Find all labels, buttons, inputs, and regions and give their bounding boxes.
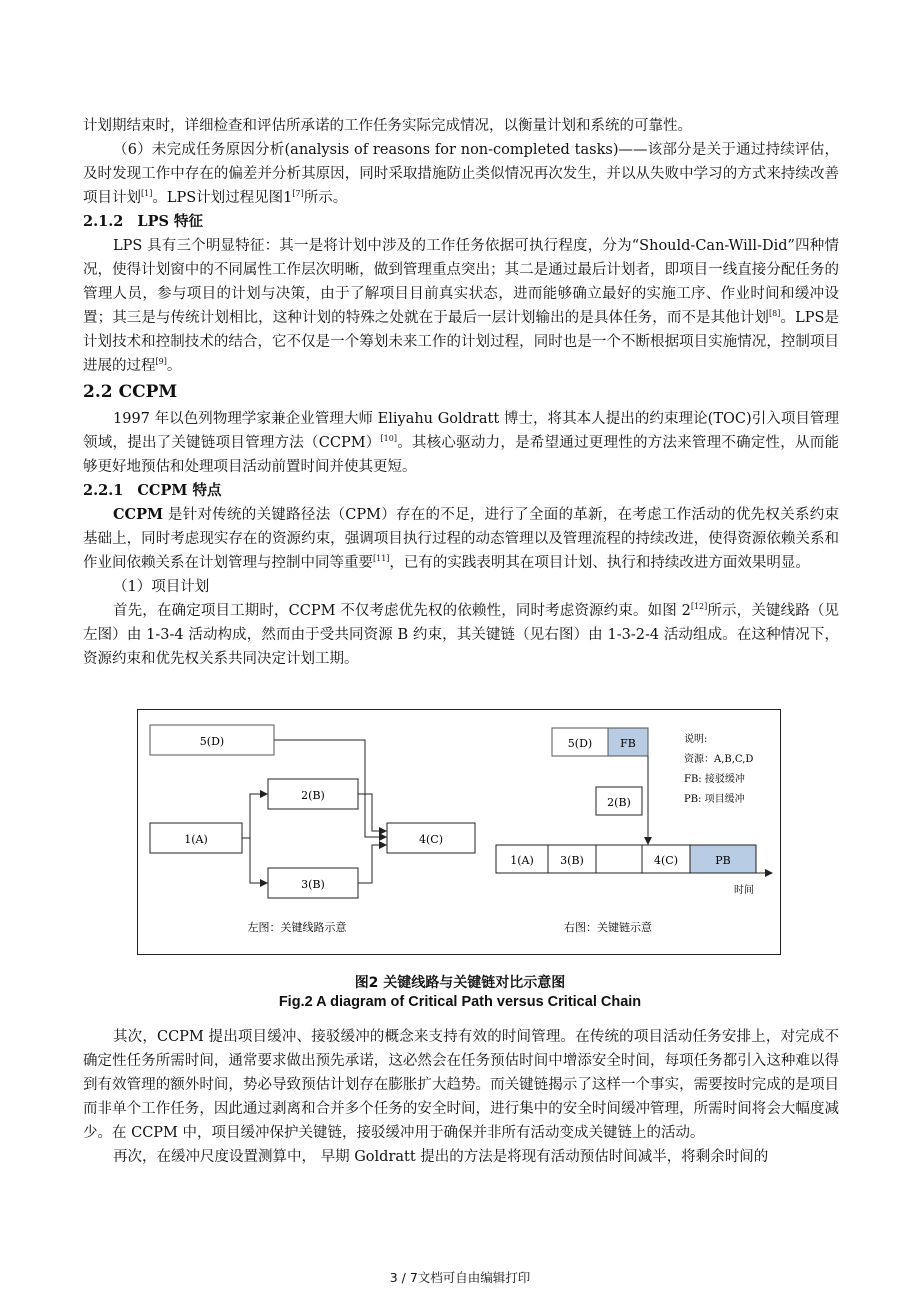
paragraph-ccpm-intro: 1997 年以色列物理学家兼企业管理大师 Eliyahu Goldratt 博士，将其本人提出的约束理论(TOC)引入项目管理领域，提出了关键链项目管理方法（CCPM）[10]。其核心驱动力，是希望通过更理性的方法来管理不确定性，从而能够更好地预估和处理项目活动前置时间并使其更短。 [83, 411, 840, 475]
right-diagram-caption: 右图：关键链示意 [564, 921, 652, 934]
node-right-3B-label: 3(B) [560, 854, 584, 867]
legend [684, 732, 753, 805]
citation-ref: [8] [769, 309, 781, 318]
node-left-1A-label: 1(A) [184, 833, 208, 846]
legend-title: 说明: [684, 734, 708, 745]
legend-resources: 资源：A,B,C,D [684, 754, 754, 765]
legend-fb: FB: 接驳缓冲 [684, 774, 745, 785]
legend-pb: PB: 项目缓冲 [684, 794, 745, 805]
citation-ref: [7] [292, 189, 304, 198]
node-right-1A-label: 1(A) [510, 854, 534, 867]
section-heading-2-1-2: 2.1.2 LPS 特征 [83, 213, 203, 230]
left-diagram-caption: 左图：关键线路示意 [247, 921, 347, 934]
section-heading-2-2: 2.2 CCPM [83, 382, 178, 402]
node-left-2B-label: 2(B) [301, 789, 325, 802]
paragraph-ccpm-features: CCPM 是针对传统的关键路径法（CPM）存在的不足，进行了全面的革新，在考虑工作活动的优先权关系约束基础上，同时考虑现实存在的资源约束，强调项目执行过程的动态管理以及管理流程的持续改进，使得资源依赖关系和作业间依赖关系在计划管理与控制中同等重要[11]，已有的实践表明其在项目计划、执行和持续改进方面效果明显。 [83, 506, 839, 571]
paragraph-project-duration: 首先，在确定项目工期时，CCPM 不仅考虑优先权的依赖性，同时考虑资源约束。如图 2[12]所示，关键线路（见左图）由 1-3-4 活动构成，然而由于受共同资源 B 约束，其关键链（见右图）由 1-3-2-4 活动组成。在这种情况下，资源约束和优先权关系共同决定计划工期。 [83, 602, 840, 667]
node-right-4C-label: 4(C) [654, 854, 678, 867]
figure-caption-en: Fig.2 A diagram of Critical Path versus Critical Chain [278, 994, 642, 1010]
citation-ref: [10] [380, 434, 397, 443]
page-footer: 3 / 7文档可自由编辑打印 [389, 1270, 531, 1285]
time-axis-label: 时间 [734, 885, 754, 896]
figure-caption-cn: 图2 关键线路与关键链对比示意图 [354, 975, 566, 991]
node-right-5D-label: 5(D) [567, 737, 593, 750]
node-right-gap [596, 845, 642, 873]
paragraph-buffer-sizing: 再次，在缓冲尺度设置测算中， 早期 Goldratt 提出的方法是将现有活动预估时间减半，将剩余时间的 [113, 1149, 769, 1165]
citation-ref: [12] [690, 602, 708, 611]
paragraph-continuation: 计划期结束时，详细检查和评估所承诺的工作任务实际完成情况，以衡量计划和系统的可靠性。 [83, 118, 692, 134]
edges-left [242, 740, 386, 883]
paragraph-lps-features: LPS 具有三个明显特征：其一是将计划中涉及的工作任务依据可执行程度，分为“Should-Can-Will-Did”四种情况，使得计划窗中的不同属性工作层次明晰，做到管理重点突出；其二是通过最后计划者，即项目一线直接分配任务的管理人员，参与项目的计划与决策，由于了解项目目前真实状态，进而能够确立最好的实施工序、作业时间和缓冲设置；其三是与传统计划相比，这种计划的特殊之处就在于最后一层计划输出的是具体任务，而不是其他计划[8]。LPS是计划技术和控制技术的结合，它不仅是一个筹划未来工作的计划过程，同时也是一个不断根据项目实施情况，控制项目进展的过程[9]。 [83, 238, 839, 374]
paragraph-item-6: （6）未完成任务原因分析(analysis of reasons for non-completed tasks)——该部分是关于通过持续评估，及时发现工作中存在的偏差并分析其原因，同时采取措施防止类似情况再次发生，并以从失败中学习的方式来持续改善项目计划[1]。LPS计划过程见图1[7]所示。 [83, 142, 839, 206]
citation-ref: [11] [373, 554, 390, 563]
node-left-3B-label: 3(B) [301, 878, 325, 891]
citation-ref: [1] [141, 189, 153, 198]
paragraph-buffers: 其次，CCPM 提出项目缓冲、接驳缓冲的概念来支持有效的时间管理。在传统的项目活动任务安排上，对完成不确定性任务所需时间，通常要求做出预先承诺，这必然会在任务预估时间中增添安全时间，每项任务都引入这种难以得到有效管理的额外时间，势必导致预估计划存在膨胀扩大趋势。而关键链揭示了这样一个事实，需要按时完成的是项目而非单个工作任务，因此通过剥离和合并多个任务的安全时间，进行集中的安全时间缓冲管理，所需时间将会大幅度减少。在 CCPM 中，项目缓冲保护关键链，接驳缓冲用于确保并非所有活动变成关键链上的活动。 [83, 1029, 839, 1141]
node-right-2B-label: 2(B) [607, 796, 631, 809]
project-buffer-label: PB [715, 854, 731, 867]
bottom-text-block [83, 1025, 839, 1169]
node-left-4C-label: 4(C) [419, 833, 443, 846]
feeding-buffer-label: FB [620, 737, 636, 750]
node-left-5D-label: 5(D) [199, 735, 225, 748]
citation-ref: [9] [155, 357, 167, 366]
section-heading-2-2-1: 2.2.1 CCPM 特点 [83, 482, 222, 499]
list-item-project-plan: （1）项目计划 [113, 579, 210, 595]
